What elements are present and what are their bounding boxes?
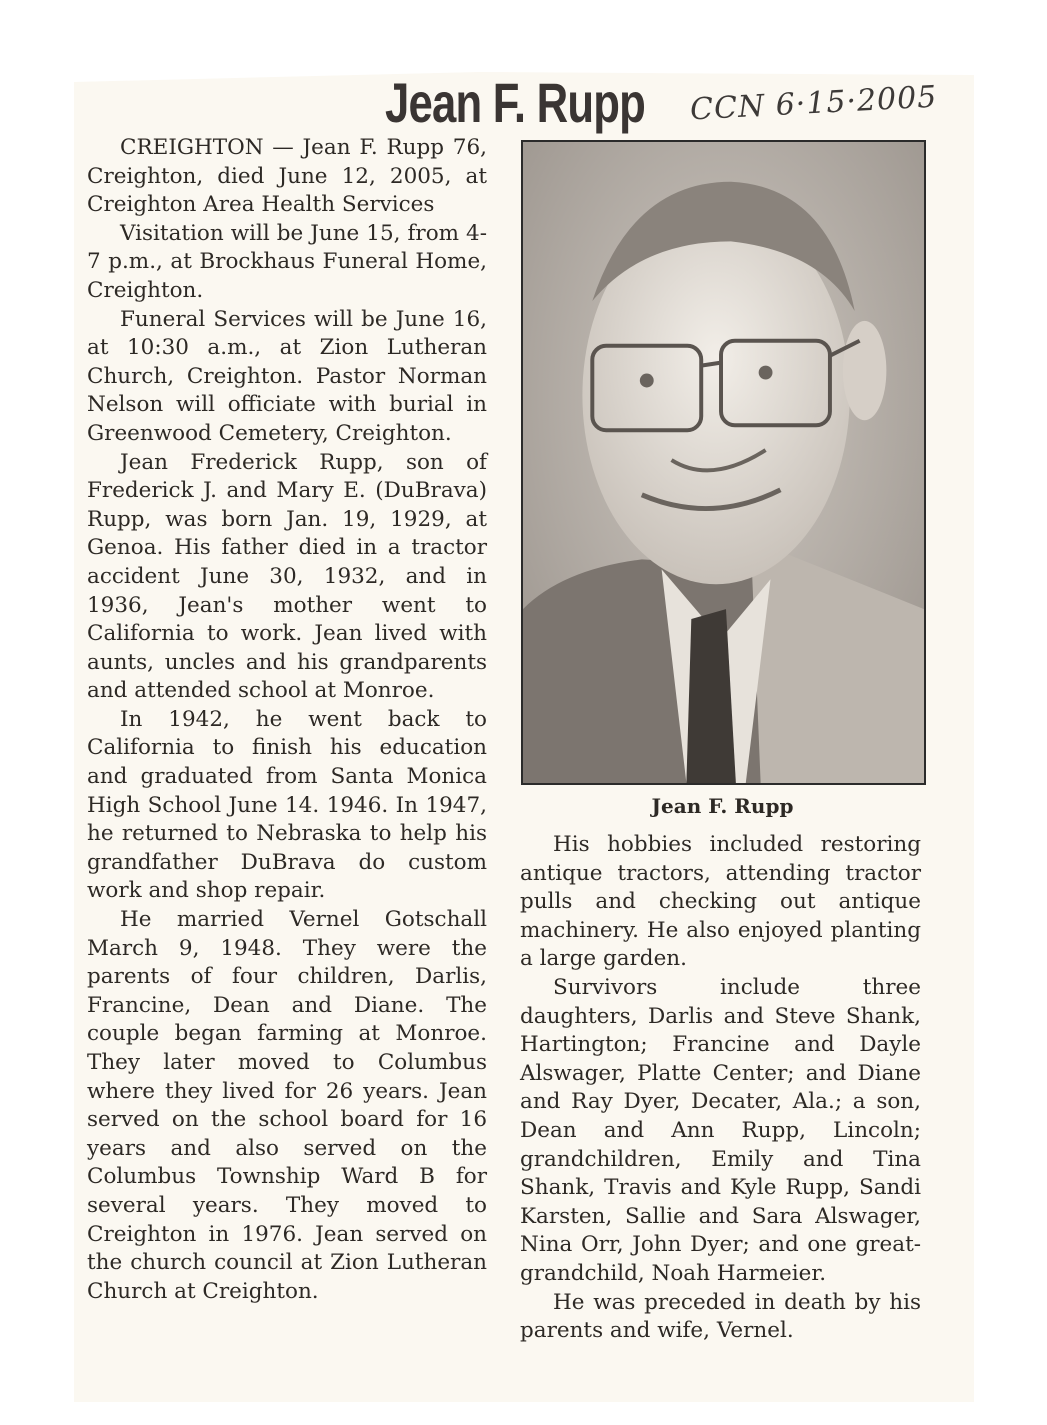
paragraph-hobbies: His hobbies included restoring antique tractors, attending tractor pulls and checking out antique machinery. He also enjoyed planting a large garden. xyxy=(520,832,921,972)
photo-caption: Jean F. Rupp xyxy=(651,794,794,818)
paragraph-early-life: Jean Frederick Rupp, son of Frederick J. and Mary E. (DuBrava) Rupp, was born Jan. 19, 1929, at Genoa. His father died in a tractor accident June 30, 1932, and in 1936, Jean's mother went to California to work. Jean lived with aunts, uncles and his grandparents and attended school at Monroe. xyxy=(87,449,487,704)
paragraph-education: In 1942, he went back to California to finish his education and graduated from Santa Monica High School June 14. 1946. In 1947, he returned to Nebraska to help his grandfather DuBrava do custom work and shop repair. xyxy=(87,706,487,904)
paragraph-death-notice: CREIGHTON — Jean F. Rupp 76, Creighton, died June 12, 2005, at Creighton Area Health Services xyxy=(87,135,487,218)
paragraph-visitation: Visitation will be June 15, from 4-7 p.m., at Brockhaus Funeral Home, Creighton. xyxy=(87,220,487,303)
handwritten-date-note: CCN 6·15·2005 xyxy=(689,79,939,128)
portrait-image xyxy=(523,142,924,783)
portrait-photo xyxy=(521,140,926,785)
paragraph-preceded-in-death: He was preceded in death by his parents and wife, Vernel. xyxy=(520,1289,921,1344)
obituary-headline: Jean F. Rupp xyxy=(385,71,646,134)
left-column xyxy=(87,134,487,1306)
paragraph-survivors: Survivors include three daughters, Darlis and Steve Shank, Hartington; Francine and Dayle Alswager, Platte Center; and Diane and Ray Dyer, Decater, Ala.; a son, Dean and Ann Rupp, Lincoln; grandchildren, Emily and Tina Shank, Travis and Kyle Rupp, Sandi Karsten, Sallie and Sara Alswager, Nina Orr, John Dyer; and one great-grandchild, Noah Harmeier. xyxy=(520,974,921,1286)
paragraph-marriage-career: He married Vernel Gotschall March 9, 1948. They were the parents of four children, Darlis, Francine, Dean and Diane. The couple began farming at Monroe. They later moved to Columbus where they lived for 26 years. Jean served on the school board for 16 years and also served on the Columbus Township Ward B for several years. They moved to Creighton in 1976. Jean served on the church council at Zion Lutheran Church at Creighton. xyxy=(87,907,487,1304)
right-column xyxy=(520,831,921,1346)
paragraph-funeral-services: Funeral Services will be June 16, at 10:30 a.m., at Zion Lutheran Church, Creighton. Pastor Norman Nelson will officiate with burial in Greenwood Cemetery, Creighton. xyxy=(87,306,487,446)
